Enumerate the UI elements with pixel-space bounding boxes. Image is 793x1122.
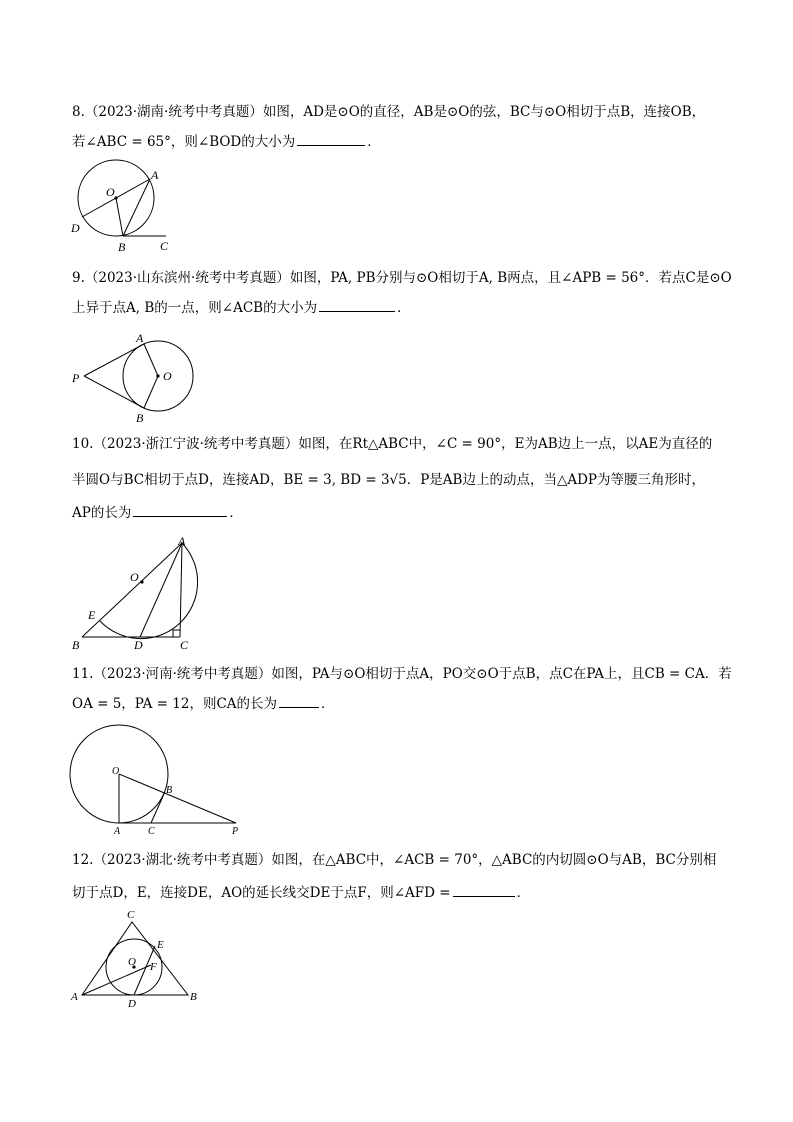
label-a-10: A <box>178 534 186 548</box>
q8-line2 <box>72 127 722 157</box>
semicircle-o <box>100 543 198 639</box>
radius-ob <box>144 376 158 408</box>
side-ab <box>82 543 182 637</box>
tangent-pa <box>84 344 144 376</box>
answer-blank-9[interactable] <box>319 297 395 312</box>
question-11 <box>72 659 732 719</box>
q11-line1: 11.（2023·河南·统考中考真题）如图，PA与⊙O相切于点A，PO交⊙O于点B，点C在PA上，且CB = CA．若 <box>72 666 732 682</box>
q10-line1: 10.（2023·浙江宁波·统考中考真题）如图，在Rt△ABC中，∠C = 90°，E为AB边上一点，以AE为直径的 <box>72 436 713 452</box>
label-b-11: B <box>166 785 173 796</box>
question-12 <box>72 845 722 908</box>
label-e-12: E <box>157 939 164 951</box>
label-o-12: O <box>128 956 136 968</box>
center-dot-9 <box>156 374 159 377</box>
figure-12 <box>66 906 211 1011</box>
label-a-8: A <box>151 168 159 182</box>
question-8 <box>72 97 722 157</box>
label-b-8: B <box>118 240 126 254</box>
label-c-11: C <box>148 826 155 837</box>
q12-end: ． <box>516 885 531 901</box>
q11-line2 <box>72 689 722 719</box>
q10-line3 <box>72 498 722 528</box>
center-dot-8 <box>114 196 117 199</box>
label-p-11: P <box>232 826 239 837</box>
question-9 <box>72 263 732 323</box>
figure-11 <box>68 722 248 837</box>
figure-10 <box>68 533 198 653</box>
label-d-12: D <box>128 998 136 1010</box>
q11-end: ． <box>321 696 335 712</box>
label-o-10: O <box>130 570 139 584</box>
label-c-10: C <box>180 638 189 652</box>
chord-ab <box>123 179 150 236</box>
right-angle-mark <box>173 630 180 637</box>
label-o-9: O <box>163 369 172 383</box>
figure-9 <box>68 330 200 425</box>
answer-blank-11[interactable] <box>279 693 319 708</box>
figure-8 <box>68 158 180 256</box>
radius-ob <box>116 198 123 236</box>
q11-line2-text: OA = 5，PA = 12，则CA的长为 <box>72 696 278 712</box>
center-dot-10 <box>140 580 143 583</box>
q8-end: ． <box>367 134 381 150</box>
label-a-11: A <box>114 826 121 837</box>
q12-line2-text: 切于点D，E，连接DE，AO的延长线交DE于点F，则∠AFD = <box>72 885 451 901</box>
question-10 <box>72 429 722 528</box>
label-o-8: O <box>106 185 115 199</box>
label-d-10: D <box>134 638 143 652</box>
segment-ad <box>140 543 182 637</box>
label-b-12: B <box>190 991 197 1003</box>
q9-line1: 9.（2023·山东滨州·统考中考真题）如图，PA, PB分别与⊙O相切于A, B两点，且∠APB = 56°．若点C是⊙O <box>72 270 732 286</box>
q10-line2: 半圆O与BC相切于点D，连接AD，BE = 3, BD = 3√5．P是AB边上的动点，当△ADP为等腰三角形时， <box>72 472 706 488</box>
label-b-10: B <box>72 638 80 652</box>
label-c-8: C <box>160 239 169 253</box>
q10-end: ． <box>229 505 243 521</box>
label-o-11: O <box>112 766 120 777</box>
label-p-9: P <box>72 371 80 385</box>
label-a-12: A <box>71 991 78 1003</box>
label-e-10: E <box>88 608 96 622</box>
q9-line2-text: 上异于点A, B的一点，则∠ACB的大小为 <box>72 300 318 316</box>
label-d-8: D <box>71 221 80 235</box>
label-c-12: C <box>127 909 135 921</box>
segment-op <box>119 774 236 823</box>
segment-cb <box>151 794 164 823</box>
q12-line2 <box>72 878 722 908</box>
answer-blank-8[interactable] <box>297 131 365 146</box>
q9-end: ． <box>397 300 411 316</box>
q8-line1: 8.（2023·湖南·统考中考真题）如图，AD是⊙O的直径，AB是⊙O的弦，BC与⊙O相切于点B，连接OB， <box>72 104 706 120</box>
q12-line1: 12.（2023·湖北·统考中考真题）如图，在△ABC中，∠ACB = 70°，△ABC的内切圆⊙O与AB，BC分别相 <box>72 852 717 868</box>
radius-oa <box>144 344 158 376</box>
tangent-pb <box>84 376 144 408</box>
answer-blank-12[interactable] <box>453 882 515 897</box>
q8-line2-text: 若∠ABC = 65°，则∠BOD的大小为 <box>72 134 296 150</box>
label-f-12: F <box>150 961 157 973</box>
q10-line3-text: AP的长为 <box>72 505 132 521</box>
q9-line2 <box>72 293 722 323</box>
label-b-9: B <box>136 411 144 425</box>
label-a-9: A <box>136 331 144 345</box>
answer-blank-10[interactable] <box>133 502 227 517</box>
